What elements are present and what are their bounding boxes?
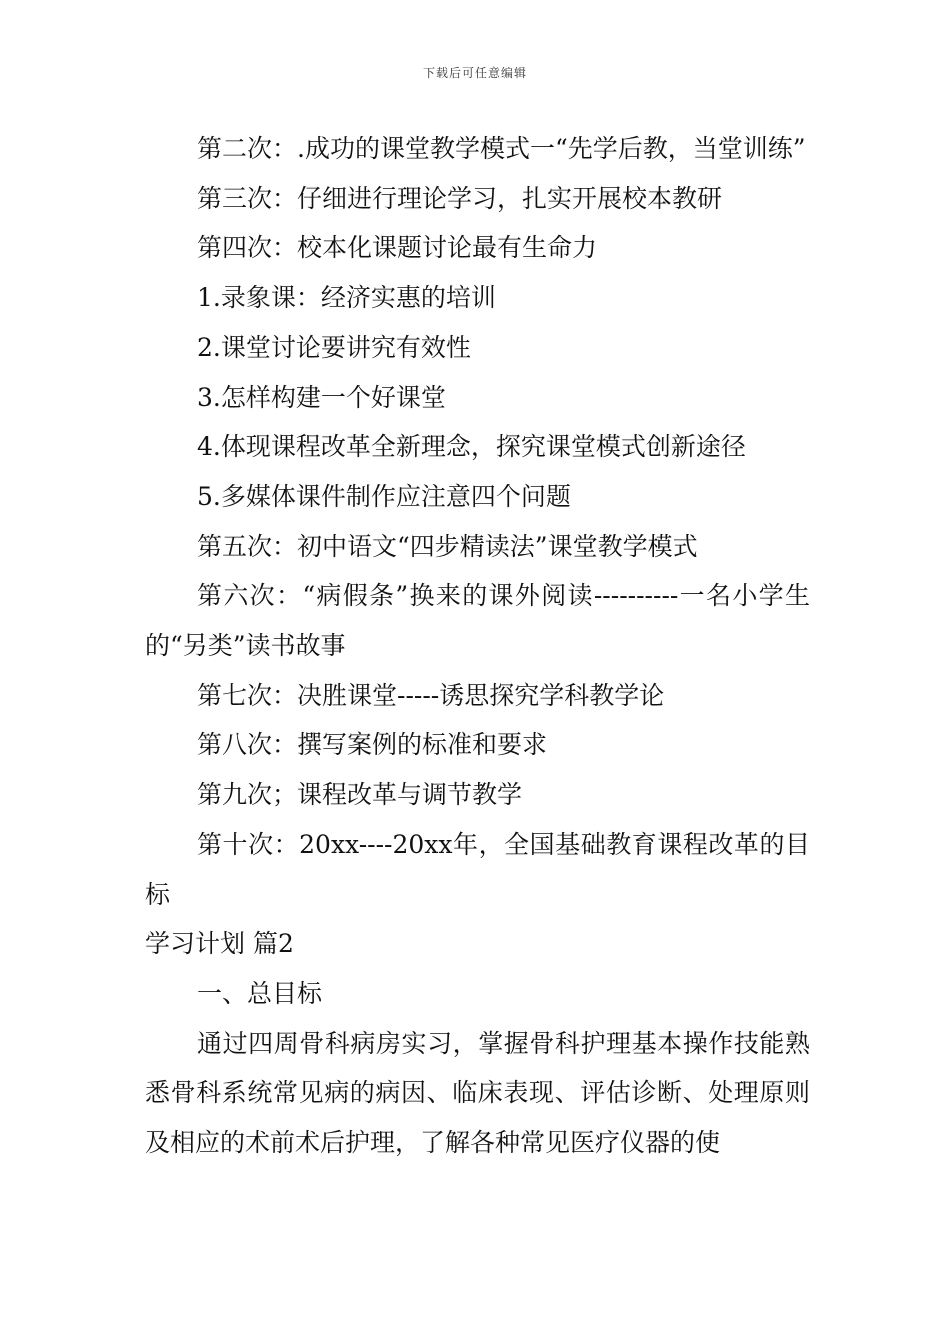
paragraph-session-10: 第十次：20xx----20xx年，全国基础教育课程改革的目标 [145, 829, 810, 909]
paragraph-session-2: 第二次：.成功的课堂教学模式一“先学后教，当堂训练” [197, 134, 806, 163]
paragraph-session-9: 第九次；课程改革与调节教学 [197, 780, 523, 810]
document-body [145, 124, 810, 1168]
list-item-2: 2.课堂讨论要讲究有效性 [197, 332, 471, 362]
paragraph-session-3: 第三次：仔细进行理论学习，扎实开展校本教研 [197, 183, 723, 213]
list-item-4: 4.体现课程改革全新理念，探究课堂模式创新途径 [197, 432, 746, 462]
body-paragraph: 通过四周骨科病房实习，掌握骨科护理基本操作技能熟悉骨科系统常见病的病因、临床表现、评估诊断、处理原则及相应的术前术后护理，了解各种常见医疗仪器的使 [145, 1028, 810, 1158]
list-item-1: 1.录象课：经济实惠的培训 [197, 283, 496, 313]
section-heading: 学习计划 篇2 [145, 929, 294, 959]
paragraph-session-8: 第八次：撰写案例的标准和要求 [197, 730, 548, 760]
paragraph-session-7: 第七次：决胜课堂-----诱思探究学科教学论 [197, 680, 665, 710]
paragraph-session-4: 第四次：校本化课题讨论最有生命力 [197, 233, 598, 263]
list-item-3: 3.怎样构建一个好课堂 [197, 382, 446, 412]
paragraph-session-6: 第六次：“病假条”换来的课外阅读----------一名小学生的“另类”读书故事 [145, 581, 810, 661]
subheading-overall-goal: 一、总目标 [197, 978, 323, 1008]
page-header: 下载后可任意编辑 [422, 66, 527, 80]
paragraph-session-5: 第五次：初中语文“四步精读法”课堂教学模式 [197, 531, 698, 561]
list-item-5: 5.多媒体课件制作应注意四个问题 [197, 481, 571, 511]
